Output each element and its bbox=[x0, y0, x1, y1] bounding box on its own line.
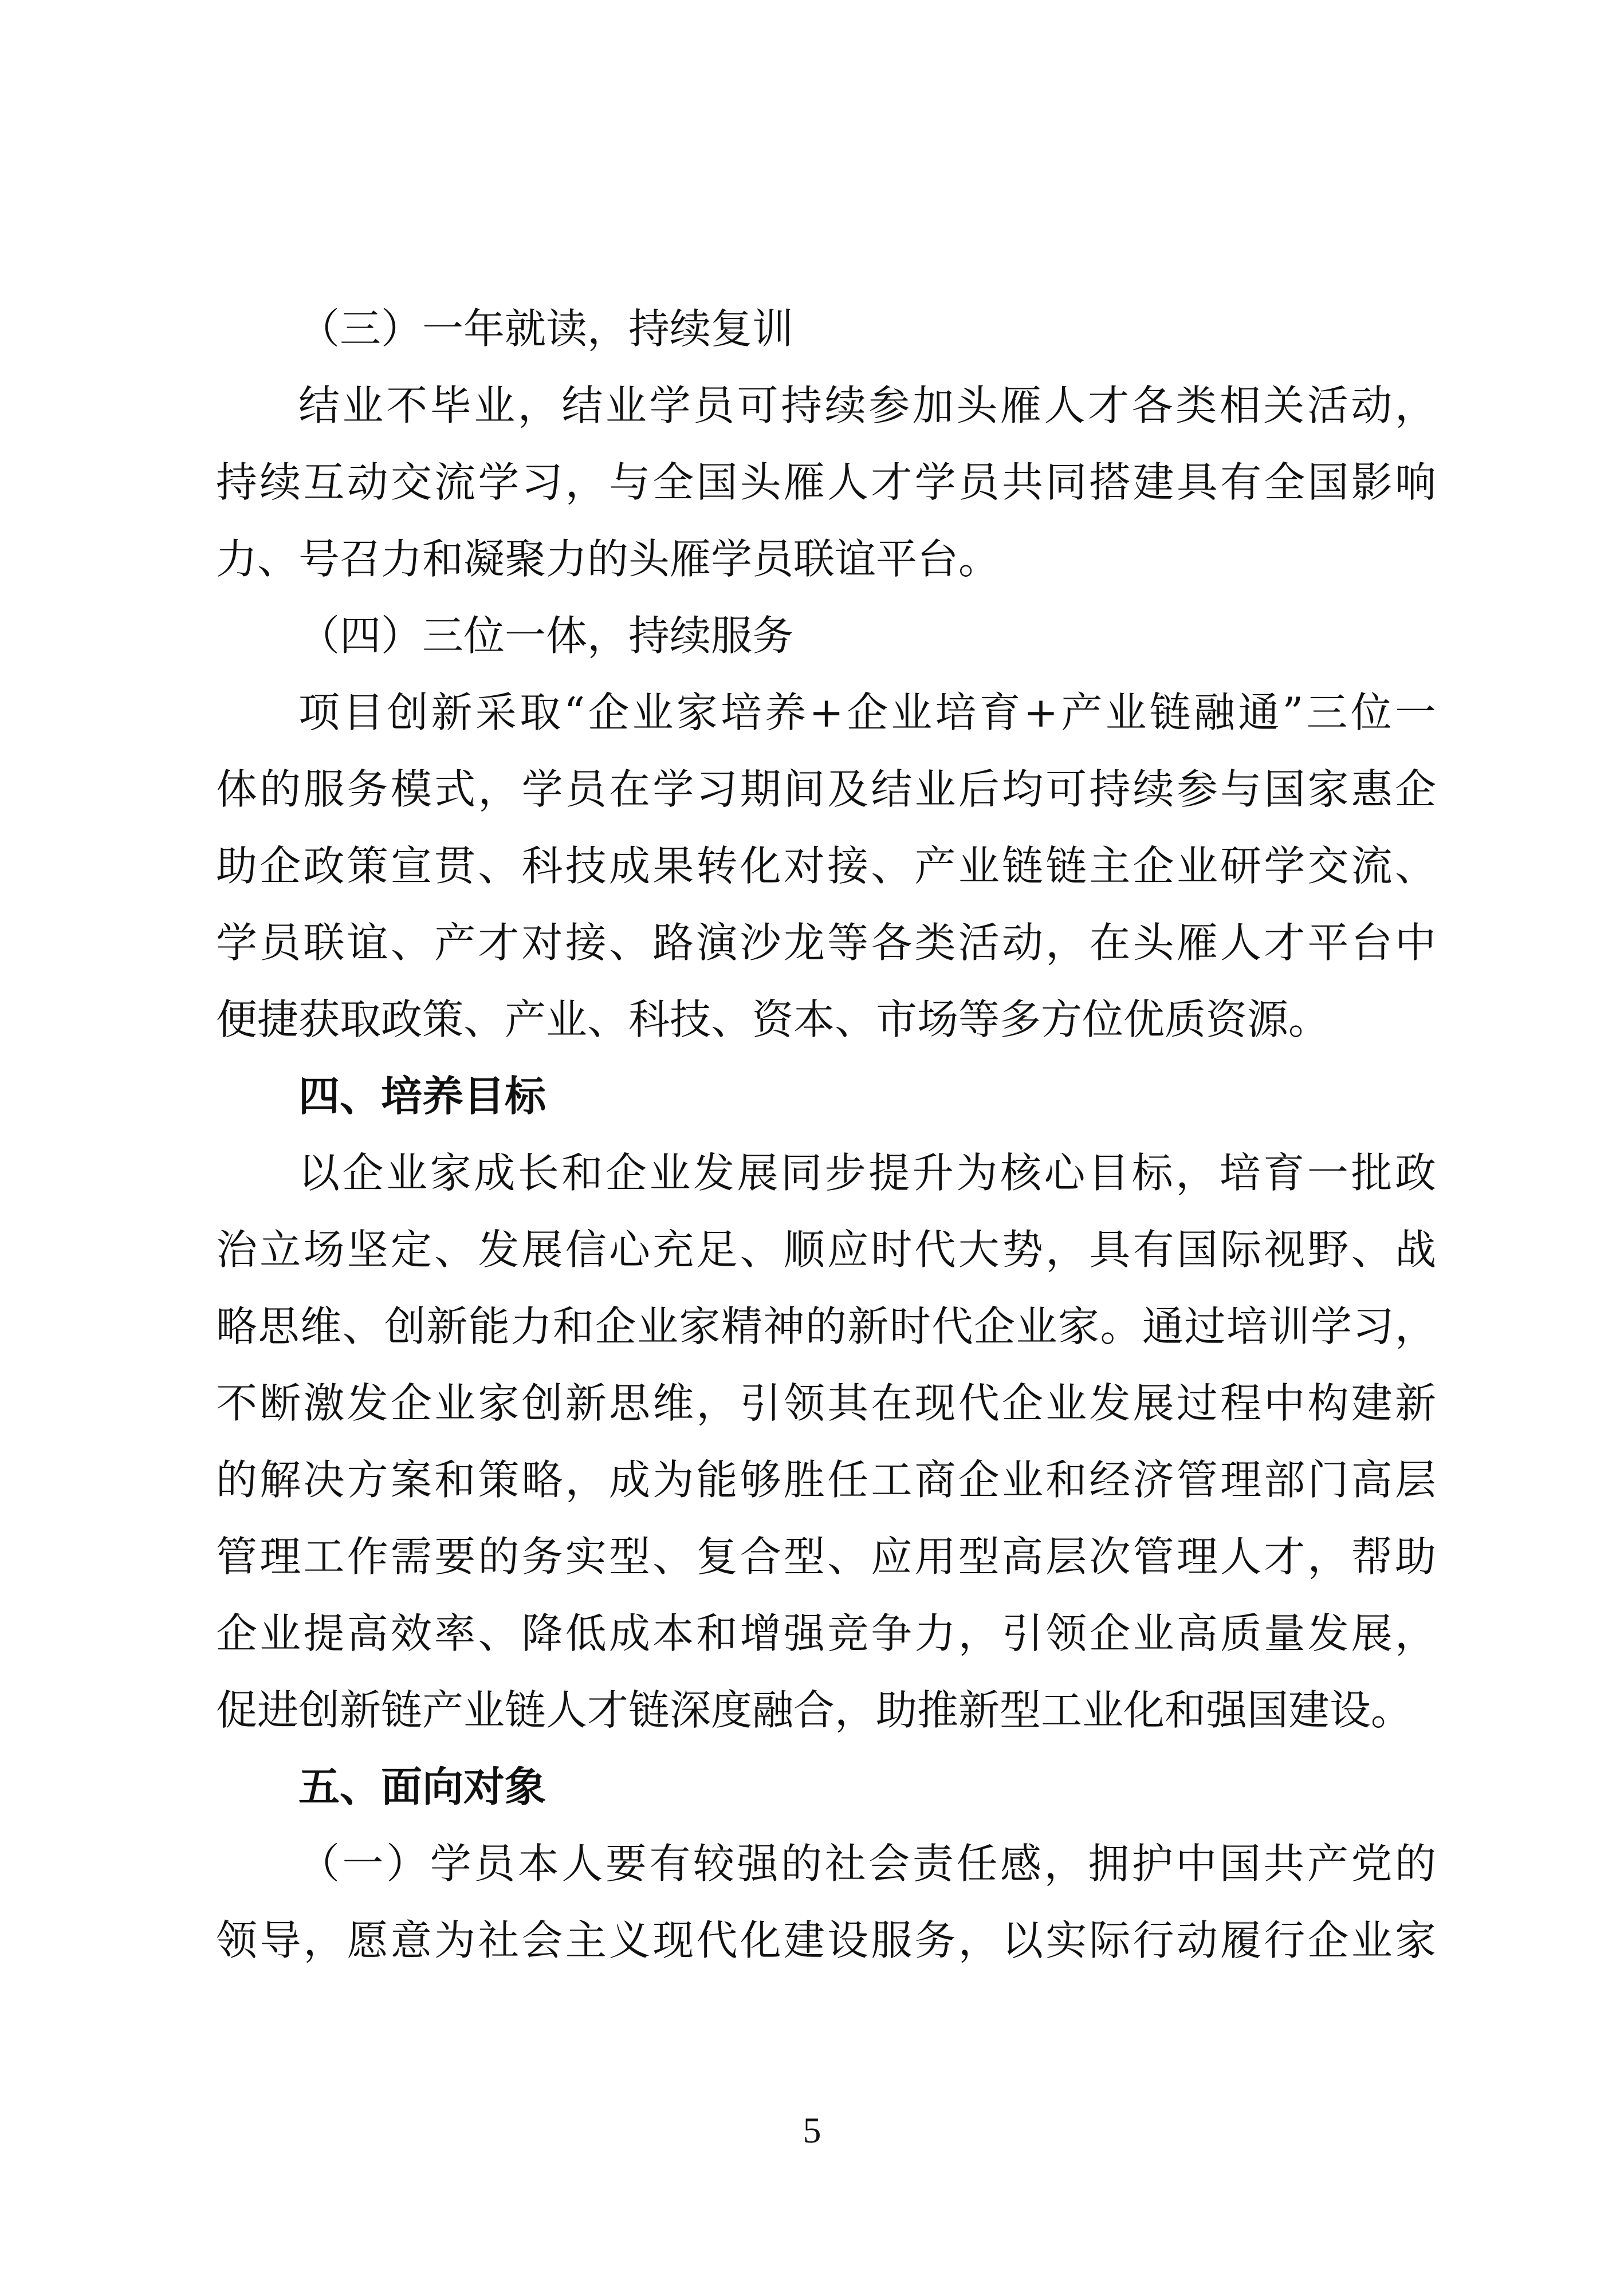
paragraph-line: 领导，愿意为社会主义现代化建设服务，以实际行动履行企业家 bbox=[216, 1916, 1436, 1964]
paragraph-line: 项目创新采取“企业家培养+企业培育+产业链融通”三位一 bbox=[298, 688, 1436, 737]
paragraph-line: 结业不毕业，结业学员可持续参加头雁人才各类相关活动， bbox=[298, 381, 1436, 430]
paragraph-line: 学员联谊、产才对接、路演沙龙等各类活动，在头雁人才平台中 bbox=[216, 919, 1436, 967]
paragraph-line: 的解决方案和策略，成为能够胜任工商企业和经济管理部门高层 bbox=[216, 1456, 1436, 1504]
subsection-heading: （四）三位一体，持续服务 bbox=[298, 612, 794, 660]
paragraph-line: 企业提高效率、降低成本和增强竞争力，引领企业高质量发展， bbox=[216, 1609, 1436, 1657]
section-heading: 五、面向对象 bbox=[298, 1763, 546, 1811]
paragraph-line: 力、号召力和凝聚力的头雁学员联谊平台。 bbox=[216, 535, 1000, 583]
paragraph-line: 便捷获取政策、产业、科技、资本、市场等多方位优质资源。 bbox=[216, 995, 1330, 1043]
paragraph-line: 不断激发企业家创新思维，引领其在现代企业发展过程中构建新 bbox=[216, 1379, 1436, 1427]
paragraph-line: 体的服务模式，学员在学习期间及结业后均可持续参与国家惠企 bbox=[216, 765, 1436, 813]
paragraph-line: 以企业家成长和企业发展同步提升为核心目标，培育一批政 bbox=[298, 1149, 1436, 1197]
page-number: 5 bbox=[803, 2110, 821, 2151]
paragraph-line: 治立场坚定、发展信心充足、顺应时代大势，具有国际视野、战 bbox=[216, 1226, 1436, 1274]
paragraph-line: 持续互动交流学习，与全国头雁人才学员共同搭建具有全国影响 bbox=[216, 458, 1436, 506]
subsection-heading: （三）一年就读，持续复训 bbox=[298, 305, 794, 353]
paragraph-line: 管理工作需要的务实型、复合型、应用型高层次管理人才，帮助 bbox=[216, 1533, 1436, 1581]
paragraph-line: 助企政策宣贯、科技成果转化对接、产业链链主企业研学交流、 bbox=[216, 842, 1436, 890]
paragraph-line: （一）学员本人要有较强的社会责任感，拥护中国共产党的 bbox=[298, 1840, 1436, 1888]
paragraph-line: 略思维、创新能力和企业家精神的新时代企业家。通过培训学习， bbox=[216, 1302, 1436, 1350]
section-heading: 四、培养目标 bbox=[298, 1072, 546, 1120]
paragraph-line: 促进创新链产业链人才链深度融合，助推新型工业化和强国建设。 bbox=[216, 1686, 1413, 1734]
